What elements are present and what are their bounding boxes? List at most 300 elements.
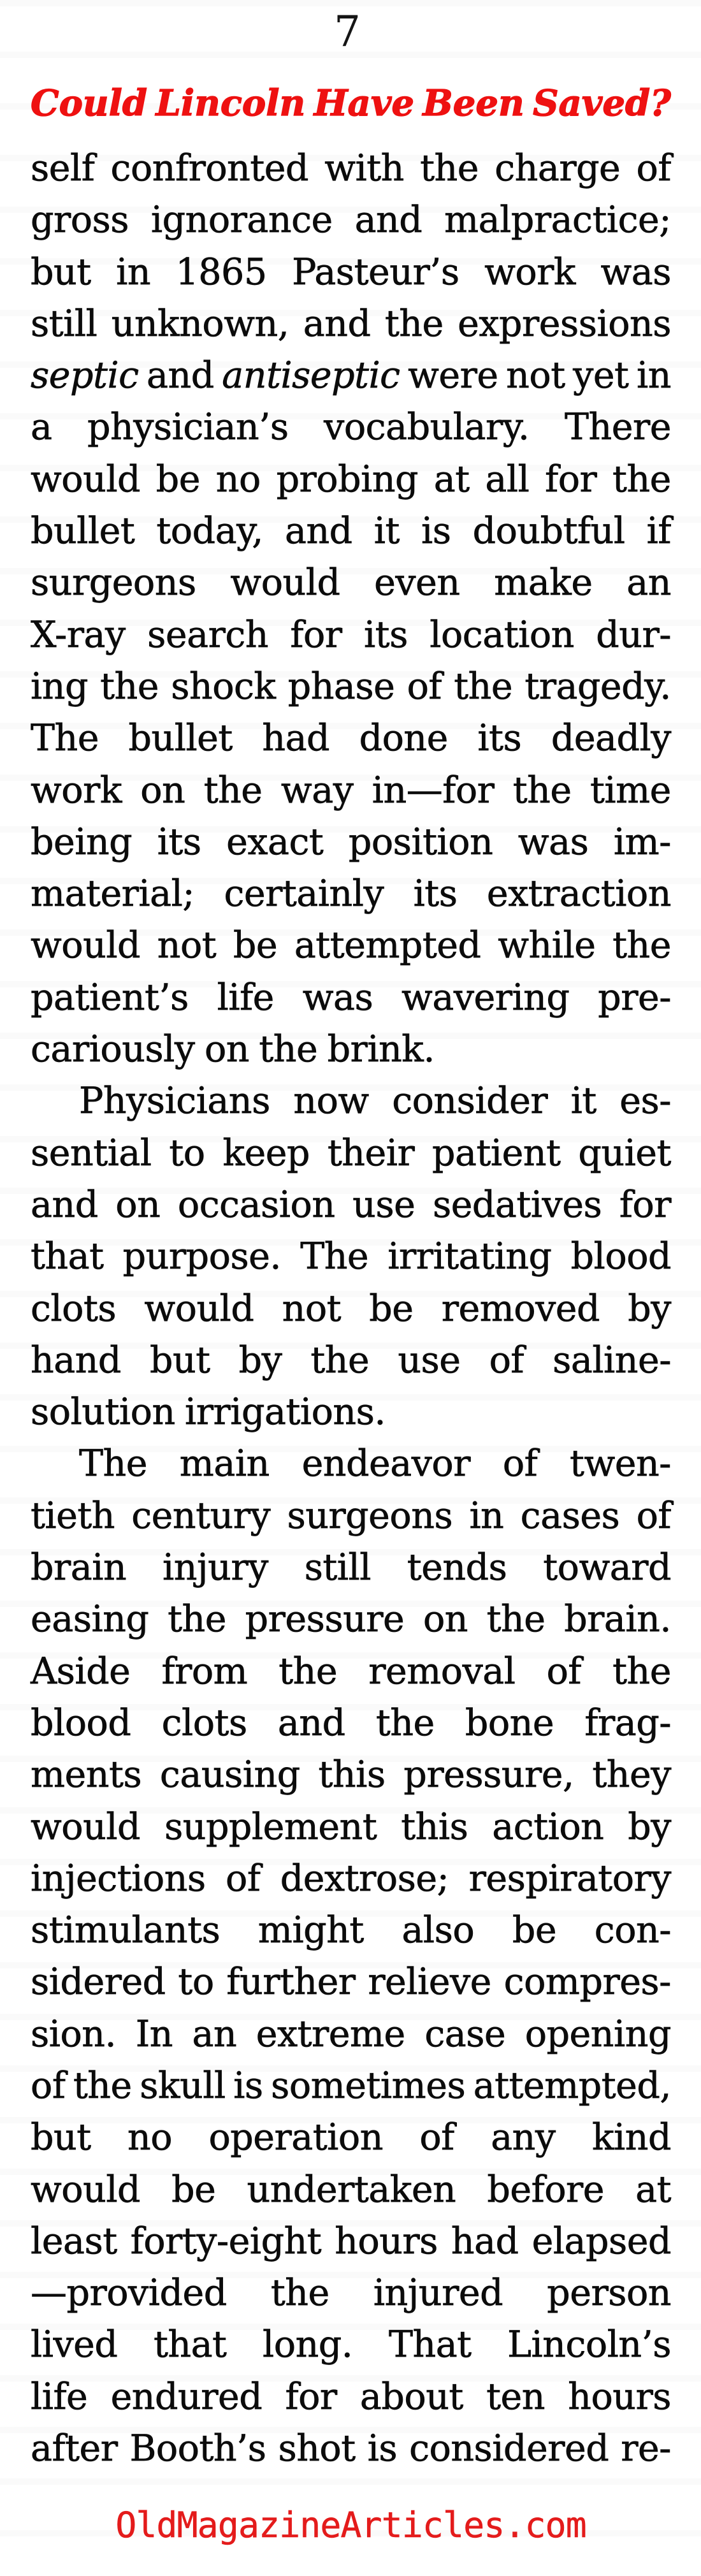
text-line — [31, 1283, 671, 1335]
text-line — [31, 1335, 671, 1386]
text-word: opening — [524, 2012, 671, 2055]
text-word: compres- — [503, 1961, 671, 2004]
text-word: for — [285, 2375, 337, 2418]
text-word: sion. — [31, 2012, 117, 2055]
text-line — [31, 1438, 671, 1490]
text-word: by — [628, 1287, 671, 1330]
text-word: at — [635, 2168, 671, 2211]
text-word: considered — [409, 2427, 609, 2470]
text-word: pressure, — [403, 1754, 574, 1796]
text-line — [31, 402, 671, 453]
text-word: be — [171, 2168, 216, 2211]
text-line — [31, 1749, 671, 1801]
text-line — [31, 1024, 671, 1075]
text-word: clots — [161, 1701, 247, 1744]
text-word: all — [485, 458, 530, 500]
text-line — [31, 713, 671, 764]
text-word: tieth — [31, 1494, 115, 1537]
text-word: and — [284, 510, 352, 553]
text-word: tends — [407, 1546, 507, 1589]
text-word: while — [498, 924, 596, 967]
text-word: their — [327, 1132, 415, 1174]
text-word: hand — [31, 1339, 121, 1381]
title-word: Saved? — [533, 82, 671, 124]
text-word: self — [31, 147, 95, 189]
text-word: undertaken — [247, 2168, 456, 2211]
text-word: endured — [110, 2375, 263, 2418]
text-word: on — [115, 1183, 161, 1226]
text-word: before — [487, 2168, 604, 2211]
text-word: make — [494, 562, 593, 604]
text-line — [31, 1646, 671, 1698]
text-word: also — [401, 1909, 475, 1952]
text-word: location — [430, 613, 574, 656]
text-word: antiseptic — [222, 354, 400, 397]
text-word: Aside — [31, 1650, 131, 1692]
text-word: it — [373, 510, 400, 553]
text-word: charge — [495, 147, 621, 189]
text-line — [31, 868, 671, 920]
text-line — [31, 506, 671, 557]
text-word: for — [619, 1183, 671, 1226]
text-word: the — [270, 2272, 329, 2315]
text-word: material; — [31, 873, 195, 915]
text-word: blood — [570, 1235, 671, 1278]
text-word: the — [100, 665, 159, 708]
text-word: no — [127, 2116, 173, 2159]
text-word: sential — [31, 1132, 152, 1174]
text-word: injured — [373, 2272, 503, 2315]
text-line — [31, 247, 671, 298]
text-word: that — [153, 2324, 227, 2366]
text-word: probing — [276, 458, 419, 500]
text-word: the — [612, 458, 671, 500]
text-word: be — [369, 1287, 414, 1330]
text-word: saline- — [553, 1339, 671, 1381]
text-word: sidered — [31, 1961, 166, 2004]
text-word: wavering — [401, 976, 570, 1019]
text-word: the — [73, 2064, 132, 2107]
text-word: on — [423, 1598, 468, 1641]
text-word: extraction — [486, 873, 671, 915]
text-word: surgeons — [31, 562, 196, 604]
text-word: sometimes — [271, 2064, 466, 2107]
text-word: time — [590, 769, 671, 811]
text-word: was — [517, 820, 589, 863]
text-word: work — [484, 251, 575, 293]
text-word: its — [157, 820, 201, 863]
text-line — [31, 1386, 671, 1438]
text-word: con- — [594, 1909, 671, 1952]
text-word: would — [31, 1805, 141, 1848]
text-word: The — [79, 1443, 147, 1485]
text-word: forty-eight — [130, 2220, 322, 2262]
text-word: septic — [31, 354, 139, 397]
text-word: action — [492, 1805, 604, 1848]
text-word: today, — [156, 510, 263, 553]
text-word: at — [433, 458, 470, 500]
text-word: person — [547, 2272, 671, 2315]
text-word: the — [384, 302, 444, 345]
text-word: removal — [368, 1650, 516, 1692]
text-line — [31, 557, 671, 609]
text-word: purpose. — [122, 1235, 282, 1278]
text-word: There — [565, 406, 671, 449]
text-line — [31, 2112, 671, 2164]
text-word: from — [161, 1650, 248, 1692]
text-word: the — [259, 1028, 318, 1071]
text-line — [31, 1956, 671, 2008]
text-word: on — [140, 769, 185, 811]
text-line — [31, 2423, 671, 2475]
text-word: patient — [432, 1132, 561, 1174]
text-word: unknown, — [111, 302, 289, 345]
text-word: the — [278, 1650, 338, 1692]
text-word: any — [491, 2116, 556, 2159]
text-word: of — [636, 1494, 671, 1537]
text-word: not — [282, 1287, 342, 1330]
text-word: brink. — [327, 1028, 435, 1071]
text-word: certainly — [224, 873, 384, 915]
text-word: least — [31, 2220, 117, 2262]
text-word: was — [302, 976, 373, 1019]
text-word: century — [131, 1494, 271, 1537]
text-word: endeavor — [301, 1443, 470, 1485]
text-word: lived — [31, 2324, 118, 2366]
text-word: bullet — [128, 717, 233, 760]
title-word: Been — [423, 82, 524, 124]
text-word: The — [31, 717, 99, 760]
text-word: to — [178, 1961, 214, 2004]
text-word: would — [144, 1287, 254, 1330]
text-word: on — [204, 1028, 250, 1071]
text-word: quiet — [578, 1132, 671, 1174]
text-word: an — [192, 2012, 237, 2055]
text-word: frag- — [584, 1701, 671, 1744]
text-word: occasion — [177, 1183, 335, 1226]
text-word: life — [217, 976, 274, 1019]
text-word: vocabulary. — [324, 406, 530, 449]
text-word: even — [374, 562, 460, 604]
text-word: would — [31, 2168, 141, 2211]
text-word: irrigations. — [185, 1391, 386, 1434]
text-word: still — [31, 302, 98, 345]
text-line — [31, 1905, 671, 1956]
text-word: work — [31, 769, 122, 811]
text-line — [31, 2319, 671, 2371]
text-word: hours — [335, 2220, 438, 2262]
text-word: a — [31, 406, 52, 449]
text-word: of — [502, 1443, 538, 1485]
text-line — [31, 1853, 671, 1905]
text-line — [31, 143, 671, 194]
text-word: the — [454, 665, 513, 708]
text-word: relieve — [368, 1961, 491, 2004]
text-word: the — [420, 147, 479, 189]
text-line — [31, 1542, 671, 1594]
text-word: be — [233, 924, 278, 967]
text-word: in — [636, 354, 671, 397]
text-word: kind — [592, 2116, 671, 2159]
text-line — [31, 2009, 671, 2060]
text-word: Pasteur’s — [292, 251, 459, 293]
text-word: of — [419, 2116, 454, 2159]
text-word: is — [421, 510, 451, 553]
text-word: long. — [263, 2324, 353, 2366]
text-line — [31, 609, 671, 661]
text-word: —provided — [31, 2272, 227, 2315]
text-line — [31, 1801, 671, 1853]
site-credit: OldMagazineArticles.com — [115, 2505, 586, 2545]
text-word: pressure — [245, 1598, 405, 1641]
text-word: patient’s — [31, 976, 189, 1019]
text-word: 1865 — [175, 251, 267, 293]
text-word: ten — [486, 2375, 545, 2418]
text-line — [31, 2060, 671, 2112]
text-word: after — [31, 2427, 118, 2470]
text-word: might — [257, 1909, 364, 1952]
text-word: would — [230, 562, 340, 604]
text-word: clots — [31, 1287, 117, 1330]
text-word: keep — [222, 1132, 310, 1174]
text-word: was — [600, 251, 671, 293]
text-line — [31, 1179, 671, 1231]
text-word: ing — [31, 665, 88, 708]
text-word: would — [31, 458, 141, 500]
text-word: to — [169, 1132, 205, 1174]
text-word: of — [546, 1650, 582, 1692]
text-line — [31, 817, 671, 868]
text-word: no — [215, 458, 261, 500]
text-word: phase — [287, 665, 395, 708]
text-word: by — [238, 1339, 282, 1381]
text-word: dextrose; — [280, 1857, 449, 1900]
text-word: an — [626, 562, 671, 604]
text-word: the — [203, 769, 263, 811]
text-word: ignorance — [150, 199, 333, 242]
text-word: this — [318, 1754, 386, 1796]
text-word: pre- — [598, 976, 671, 1019]
text-word: be — [512, 1909, 557, 1952]
text-word: gross — [31, 199, 129, 242]
text-line — [31, 298, 671, 350]
text-word: injections — [31, 1857, 206, 1900]
text-line — [31, 194, 671, 246]
text-word: twen- — [570, 1443, 671, 1485]
text-line — [31, 1075, 671, 1127]
text-word: attempted, — [473, 2064, 671, 2107]
text-word: dur- — [596, 613, 671, 656]
text-word: the — [612, 1650, 671, 1692]
text-word: bone — [465, 1701, 554, 1744]
text-line — [31, 765, 671, 817]
text-word: the — [612, 924, 671, 967]
article-body — [31, 143, 671, 2475]
text-word: ments — [31, 1754, 142, 1796]
text-word: respiratory — [468, 1857, 671, 1900]
text-word: consider — [392, 1080, 548, 1123]
text-word: confronted — [110, 147, 308, 189]
text-line — [31, 2164, 671, 2216]
text-word: es- — [619, 1080, 671, 1123]
text-word: of — [226, 1857, 261, 1900]
text-word: in—for — [372, 769, 495, 811]
text-word: and — [31, 1183, 98, 1226]
text-word: cariously — [31, 1028, 195, 1071]
text-line — [31, 2371, 671, 2423]
text-word: skull — [140, 2064, 226, 2107]
text-word: not — [157, 924, 217, 967]
text-word: its — [363, 613, 408, 656]
text-word: way — [280, 769, 354, 811]
text-word: in — [116, 251, 151, 293]
text-word: the — [310, 1339, 370, 1381]
text-word: surgeons — [287, 1494, 453, 1537]
text-word: the — [168, 1598, 226, 1641]
text-line — [31, 1231, 671, 1283]
text-word: of — [407, 665, 442, 708]
text-word: the — [375, 1701, 435, 1744]
text-word: if — [646, 510, 671, 553]
text-word: im- — [613, 820, 671, 863]
text-word: would — [31, 924, 141, 967]
article-title — [31, 81, 671, 126]
text-word: operation — [208, 2116, 383, 2159]
text-word: brain — [31, 1546, 127, 1589]
text-line — [31, 1698, 671, 1749]
text-word: exact — [226, 820, 324, 863]
text-word: but — [31, 251, 91, 293]
text-word: but — [149, 1339, 210, 1381]
text-word: re- — [621, 2427, 671, 2470]
text-word: tragedy. — [524, 665, 671, 708]
title-word: Lincoln — [155, 82, 306, 124]
text-word: irritating — [387, 1235, 552, 1278]
text-word: about — [359, 2375, 463, 2418]
text-word: That — [388, 2324, 472, 2366]
text-word: case — [424, 2012, 506, 2055]
text-word: sedatives — [432, 1183, 602, 1226]
text-word: being — [31, 820, 133, 863]
text-line — [31, 1128, 671, 1179]
text-word: malpractice; — [444, 199, 671, 242]
text-word: doubtful — [472, 510, 625, 553]
text-word: of — [636, 147, 671, 189]
text-line — [31, 2267, 671, 2319]
text-word: In — [135, 2012, 173, 2055]
text-word: solution — [31, 1391, 175, 1434]
text-word: removed — [441, 1287, 600, 1330]
text-word: yet — [573, 354, 629, 397]
text-word: physician’s — [87, 406, 289, 449]
text-word: position — [348, 820, 493, 863]
text-word: main — [179, 1443, 270, 1485]
text-word: had — [451, 2220, 519, 2262]
text-word: in — [469, 1494, 504, 1537]
text-word: blood — [31, 1701, 131, 1744]
text-word: its — [413, 873, 458, 915]
text-word: deadly — [551, 717, 671, 760]
text-line — [31, 350, 671, 402]
text-word: elapsed — [531, 2220, 671, 2262]
text-word: shock — [171, 665, 276, 708]
text-word: they — [592, 1754, 671, 1796]
text-word: expressions — [458, 302, 671, 345]
text-word: of — [489, 1339, 524, 1381]
text-word: The — [300, 1235, 369, 1278]
text-word: and — [277, 1701, 345, 1744]
text-word: be — [155, 458, 201, 500]
text-word: use — [398, 1339, 461, 1381]
text-line — [31, 661, 671, 713]
text-word: injury — [163, 1546, 268, 1589]
text-word: done — [359, 717, 448, 760]
text-line — [31, 2216, 671, 2267]
text-word: easing — [31, 1598, 149, 1641]
text-word: of — [31, 2064, 66, 2107]
text-word: extreme — [256, 2012, 405, 2055]
text-word: life — [31, 2375, 88, 2418]
text-word: were — [408, 354, 498, 397]
text-word: brain. — [564, 1598, 671, 1641]
text-word: for — [545, 458, 597, 500]
text-word: cases — [520, 1494, 620, 1537]
text-word: with — [324, 147, 404, 189]
text-word: bullet — [31, 510, 135, 553]
text-word: is — [367, 2427, 398, 2470]
text-word: supplement — [164, 1805, 377, 1848]
text-line — [31, 972, 671, 1024]
text-word: now — [293, 1080, 369, 1123]
text-word: shot — [278, 2427, 356, 2470]
text-word: is — [233, 2064, 263, 2107]
title-word: Could — [31, 82, 148, 124]
page-number: 7 — [334, 7, 361, 56]
text-word: that — [31, 1235, 104, 1278]
text-word: attempted — [294, 924, 481, 967]
text-word: use — [352, 1183, 416, 1226]
text-line — [31, 1490, 671, 1542]
text-word: Lincoln’s — [507, 2324, 671, 2366]
text-line — [31, 1594, 671, 1645]
text-word: its — [477, 717, 522, 760]
text-word: for — [290, 613, 342, 656]
text-word: search — [147, 613, 268, 656]
text-word: and — [303, 302, 371, 345]
text-word: stimulants — [31, 1909, 220, 1952]
text-word: Booth’s — [129, 2427, 266, 2470]
text-word: hours — [568, 2375, 671, 2418]
text-word: the — [486, 1598, 546, 1641]
text-word: still — [304, 1546, 371, 1589]
text-word: toward — [543, 1546, 671, 1589]
text-word: by — [628, 1805, 671, 1848]
text-word: Physicians — [79, 1080, 270, 1123]
text-word: it — [570, 1080, 596, 1123]
text-word: had — [262, 717, 330, 760]
text-word: X-ray — [31, 613, 126, 656]
text-word: causing — [159, 1754, 300, 1796]
text-word: not — [506, 354, 565, 397]
text-word: but — [31, 2116, 91, 2159]
text-line — [31, 920, 671, 971]
title-word: Have — [314, 82, 415, 124]
text-word: this — [401, 1805, 468, 1848]
text-word: the — [512, 769, 572, 811]
text-word: and — [354, 199, 423, 242]
text-line — [31, 454, 671, 506]
text-word: further — [226, 1961, 356, 2004]
